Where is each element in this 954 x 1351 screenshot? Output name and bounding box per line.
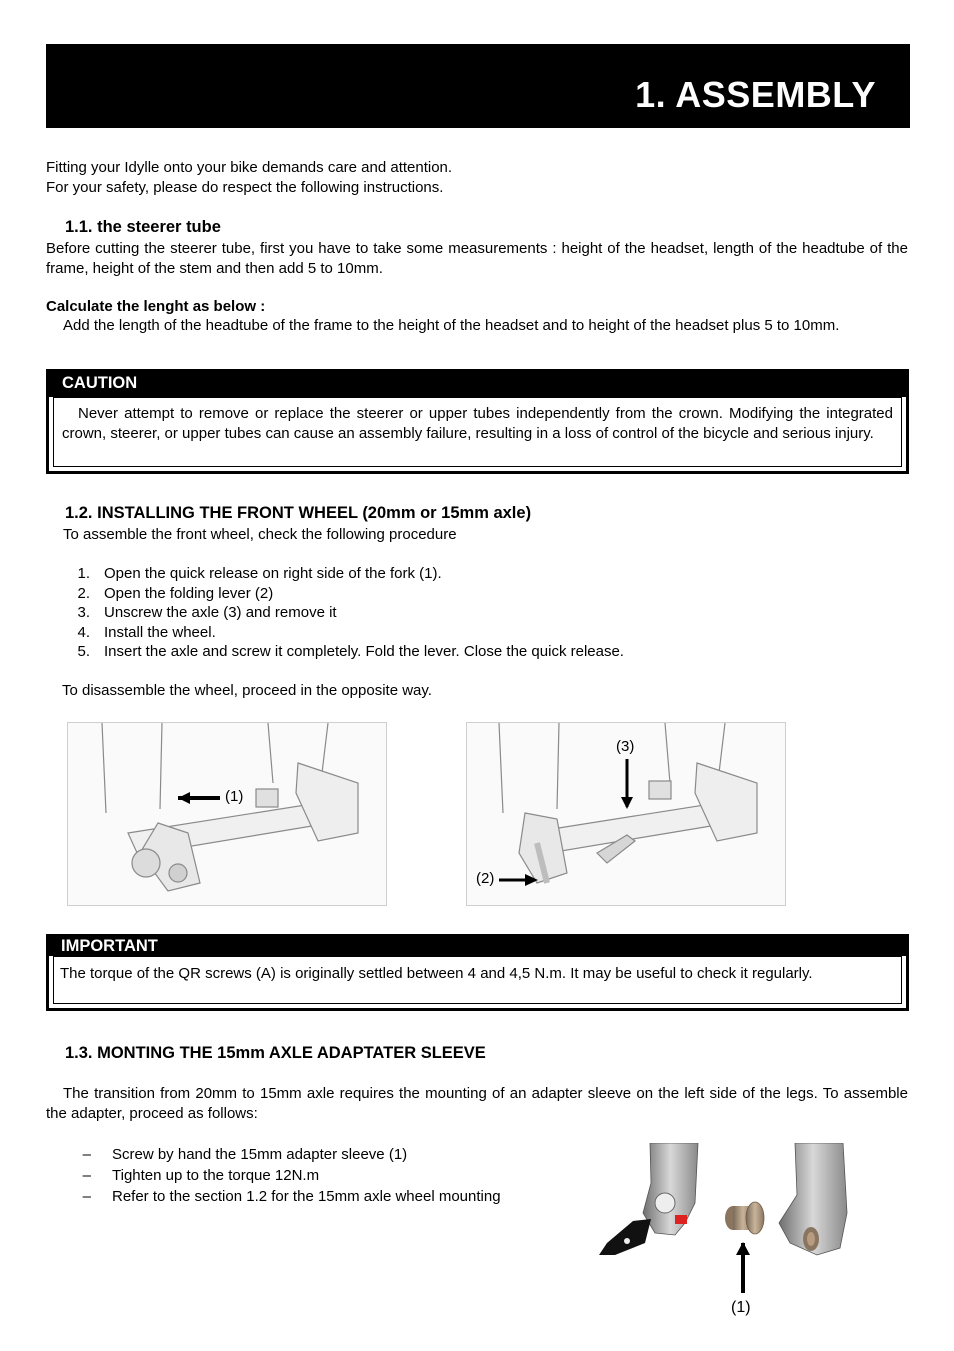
important-box <box>46 934 909 1011</box>
intro <box>46 158 908 197</box>
list-item: – Screw by hand the 15mm adapter sleeve (1) <box>82 1146 408 1163</box>
list-item: 5. Insert the axle and screw it completely. Fold the lever. Close the quick release. <box>77 643 624 660</box>
fork-illustration <box>68 723 386 905</box>
section-1-3-title: 1.3. MONTING THE 15mm AXLE ADAPTATER SLEEVE <box>65 1044 486 1062</box>
callout-label-sleeve: (1) <box>731 1299 751 1316</box>
adapter-sleeve-figure <box>585 1143 855 1325</box>
header-bar <box>46 44 910 128</box>
caution-body: Never attempt to remove or replace the steerer or upper tubes independently from the crown. Modifying the integrated crown, steerer, or upper tubes can cause an assembly failure, resulting in a loss of control of the bicycle and serious injury. <box>53 397 902 467</box>
list-item: 4. Install the wheel. <box>77 623 216 641</box>
list-item: – Refer to the section 1.2 for the 15mm axle wheel mounting <box>82 1188 501 1205</box>
section-1-1-body: Before cutting the steerer tube, first you have to take some measurements : height of the headset, length of the headtube of the frame, height of the stem and then add 5 to 10mm. <box>46 240 908 277</box>
callout-label-1: (1) <box>225 788 244 805</box>
fork-figure-axle <box>466 722 786 906</box>
page-title: 1. ASSEMBLY <box>635 74 876 115</box>
intro-line-1: Fitting your Idylle onto your bike demands care and attention. <box>46 159 453 176</box>
fork-figure-quick-release <box>67 722 387 906</box>
calc-body: Add the length of the headtube of the frame to the height of the headset and to height of the headset plus 5 to 10mm. <box>63 317 840 334</box>
important-title: IMPORTANT <box>49 937 906 956</box>
caution-title: CAUTION <box>49 372 906 397</box>
section-1-2-outro: To disassemble the wheel, proceed in the opposite way. <box>62 682 432 699</box>
install-steps <box>46 564 908 662</box>
list-item: 1. Open the quick release on right side of the fork (1). <box>77 565 442 582</box>
list-item: – Tighten up to the torque 12N.m <box>82 1167 320 1184</box>
intro-line-2: For your safety, please do respect the following instructions. <box>46 178 444 196</box>
section-1-3-body: The transition from 20mm to 15mm axle requires the mounting of an adapter sleeve on the left side of the legs. To assemble the adapter, proceed as follows: <box>46 1085 908 1122</box>
section-1-2-intro: To assemble the front wheel, check the following procedure <box>63 526 457 543</box>
callout-label-3: (3) <box>616 738 635 755</box>
adapter-illustration <box>585 1143 855 1325</box>
caution-box <box>46 369 909 474</box>
section-1-2-title: 1.2. INSTALLING THE FRONT WHEEL (20mm or 15mm axle) <box>65 504 532 522</box>
callout-label-2: (2) <box>476 870 495 887</box>
important-body: The torque of the QR screws (A) is originally settled between 4 and 4,5 N.m. It may be useful to check it regularly. <box>53 956 902 1004</box>
calc-title: Calculate the lenght as below : <box>46 298 266 315</box>
list-item: 2. Open the folding lever (2) <box>77 584 274 602</box>
list-item: 3. Unscrew the axle (3) and remove it <box>77 604 337 621</box>
section-1-1-title: 1.1. the steerer tube <box>65 218 221 236</box>
adapter-steps <box>46 1144 566 1207</box>
